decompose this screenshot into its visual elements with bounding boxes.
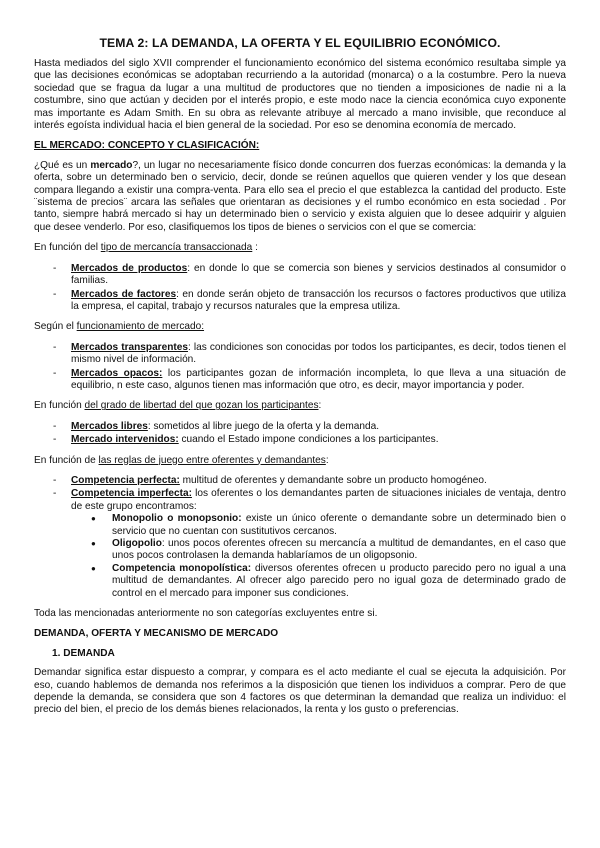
- item-term: Competencia perfecta:: [71, 474, 180, 486]
- list-item: [34, 488, 566, 600]
- subitem-term: Competencia monopolística:: [112, 562, 252, 574]
- subitem-text: diversos oferentes ofrecen u producto parecido pero no igual a una multitud de demandantes. Al ofrecer algo parecido pero no igual goza de determinado grado de control en el mercado para imponer sus condiciones.: [112, 562, 567, 599]
- definition-text-post: ?, un lugar no necesariamente físico donde concurren dos fuerzas económicas: la demanda y la oferta, sobre un determinado ben o servicio, decir, donde se reúnen aquellos que quieren vender y los que desean compara llegando a existir una compra-venta. Para ello sea el precio el que establezca la cantidad del producto. Este ¨sistema de precios¨ arcara las señales que orientaran as decisiones y el rumbo económico en esta sociedad . Por tanto, siempre habrá mercado si hay un determinado bien o servicio y exista alguien que lo desee adquirir y alguien que desee venderlo. Por eso, clasifiquemos los tipos de bienes o servicios con el que se comercia:: [34, 159, 566, 233]
- criterion-label: tipo de mercancía transaccionada: [100, 242, 253, 254]
- item-text: : las condiciones son conocidas por todos los participantes, es decir, todos tienen el mismo nivel de información.: [71, 341, 566, 366]
- item-term: Mercados transparentes: [71, 341, 188, 353]
- mercado-definition-paragraph: [34, 160, 566, 234]
- item-term: Mercados libres: [71, 420, 148, 432]
- demanda-paragraph: Demandar significa estar dispuesto a comprar, y compara es el acto mediante el cual se ejecuta la adquisición. Por eso, cuando hablemos de demanda nos referimos a la disposición que tienen los individuos a comprar. Pero de que depende la demanda, se considera que son 4 factores os que determinan la demandad que realiza un individuo: el precio del bien, el precio de los demás bienes relacionados, la renta y los gusto o preferencias.: [34, 667, 566, 716]
- sublist-item: [34, 538, 566, 563]
- sublist-item: [34, 563, 566, 600]
- subitem-text: : unos pocos oferentes ofrecen su mercancía a multitud de demandantes, en el caso que unos pocos controlasen la demanda hablaríamos de un oligopsonio.: [112, 538, 566, 562]
- list-libertad: [34, 421, 566, 447]
- section-heading-demanda-oferta: DEMANDA, OFERTA Y MECANISMO DE MERCADO: [34, 628, 279, 640]
- item-text: multitud de oferentes y demandante sobre un producto homogéneo.: [179, 474, 487, 486]
- note-paragraph: Toda las mencionadas anteriormente no son categorías excluyentes entre si.: [34, 608, 378, 620]
- sublist-item: [34, 513, 566, 538]
- list-item: [34, 421, 566, 433]
- criterion-line-funcionamiento: [34, 321, 566, 333]
- criterion-prefix: En función del: [34, 242, 101, 254]
- criterion-suffix: :: [325, 454, 329, 466]
- subitem-text: existe un único oferente o demandante sobre un determinado bien o servicio que no cuentan con sustitutivos cercanos.: [112, 513, 566, 537]
- item-term: Mercados de factores: [71, 288, 177, 300]
- sublist-competencia-imperfecta: [71, 513, 566, 600]
- criterion-line-mercancia: [34, 242, 566, 254]
- criterion-label: del grado de libertad del que gozan los participantes: [84, 400, 319, 412]
- item-text: los participantes gozan de información incompleta, lo que lleva a una situación de equilibrio, n este caso, algunos tienen mas información que otro, es decir, mayor importancia y poder.: [71, 367, 566, 391]
- definition-term: mercado: [90, 159, 133, 171]
- criterion-prefix: En función de: [34, 454, 99, 466]
- criterion-suffix: :: [252, 242, 258, 254]
- item-term: Competencia imperfecta:: [71, 488, 192, 500]
- list-item: [34, 289, 566, 314]
- list-funcionamiento: [34, 342, 566, 393]
- list-item: [34, 368, 566, 393]
- document-page: [34, 36, 566, 717]
- criterion-label: funcionamiento de mercado:: [76, 321, 205, 333]
- item-text: : en donde lo que se comercia son bienes y servicios destinados al consumidor o familias.: [71, 262, 566, 287]
- criterion-label: las reglas de juego entre oferentes y demandantes: [98, 454, 326, 466]
- list-item: [34, 475, 566, 487]
- criterion-line-libertad: [34, 400, 566, 412]
- item-term: Mercados opacos:: [71, 367, 163, 379]
- section-heading-mercado: EL MERCADO: CONCEPTO Y CLASIFICACIÓN:: [34, 140, 260, 152]
- item-text: : en donde serán objeto de transacción los recursos o factores productivos que utiliza la empresa, el capital, trabajo y recursos naturales que la empresa utiliza.: [71, 288, 566, 312]
- subsection-heading-demanda: 1. DEMANDA: [52, 647, 115, 659]
- criterion-prefix: En función: [34, 400, 85, 412]
- item-term: Mercados de productos: [71, 262, 188, 274]
- intro-paragraph: Hasta mediados del siglo XVII comprender el funcionamiento económico del sistema económico resultaba simple ya que las decisiones económicas se adoptaban recurriendo a la autoridad (monarca) o a la costumbre. Pero la nueva sociedad que se fragua da lugar a una multitud de productores que no tienden a imposiciones de nadie ni a la costumbre, sino que actúan y deciden por el interés propio, e este modo nace la ciencia económica cuyo exponente mas importante es Adam Smith. En su obra as relevante atribuye al mercado a mano invisible, que reconduce al interés egoísta individual hacia el bien general de la sociedad. Por eso se denomina economía de mercado.: [34, 58, 566, 132]
- list-mercancia: [34, 263, 566, 314]
- list-item: [34, 434, 566, 446]
- document-title: TEMA 2: LA DEMANDA, LA OFERTA Y EL EQUILIBRIO ECONÓMICO.: [99, 36, 501, 50]
- item-text: los oferentes o los demandantes parten de situaciones iniciales de ventaja, dentro de este grupo encontramos:: [71, 488, 566, 512]
- item-term: Mercado intervenidos:: [71, 434, 179, 446]
- definition-text-pre: ¿Qué es un: [34, 159, 91, 171]
- item-text: : sometidos al libre juego de la oferta y la demanda.: [147, 420, 380, 432]
- list-item: [34, 263, 566, 288]
- subitem-term: Oligopolio: [112, 538, 162, 549]
- criterion-line-reglas: [34, 455, 566, 467]
- list-item: [34, 342, 566, 367]
- item-text: cuando el Estado impone condiciones a los participantes.: [178, 434, 439, 446]
- list-reglas: [34, 475, 566, 600]
- subitem-term: Monopolio o monopsonio:: [112, 513, 242, 525]
- criterion-prefix: Según el: [34, 321, 77, 333]
- criterion-suffix: :: [318, 400, 322, 412]
